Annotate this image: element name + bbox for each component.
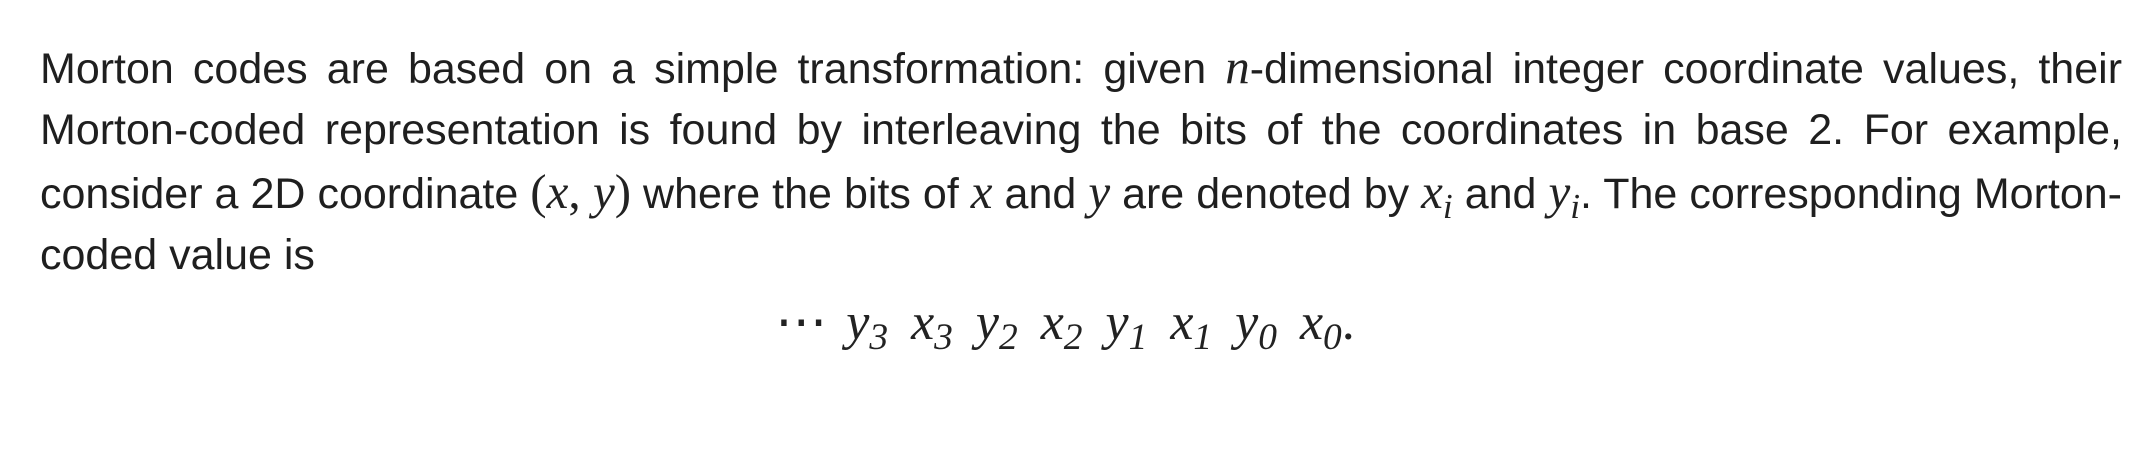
math-base: y bbox=[1235, 294, 1259, 351]
math-subscript: 3 bbox=[934, 317, 953, 359]
math-var-x: x bbox=[970, 164, 993, 219]
math-ellipsis: ⋯ bbox=[775, 294, 828, 351]
math-paren-open: ( bbox=[530, 164, 547, 219]
math-subscript: 1 bbox=[1193, 317, 1213, 359]
text-segment: and bbox=[1452, 170, 1549, 218]
math-base: y bbox=[975, 294, 999, 351]
math-base: x bbox=[1299, 294, 1324, 351]
math-var-x: x bbox=[546, 164, 569, 219]
text-segment: where the bits of bbox=[631, 170, 971, 218]
math-subscript: 2 bbox=[998, 317, 1018, 359]
math-term-x2 bbox=[1040, 294, 1083, 359]
text-segment: and bbox=[992, 170, 1089, 218]
math-var-y-i bbox=[1548, 164, 1581, 226]
math-term-x0 bbox=[1299, 294, 1342, 359]
math-term-y2 bbox=[975, 294, 1018, 359]
math-base: x bbox=[1421, 164, 1443, 219]
math-paren-close: ) bbox=[614, 164, 632, 219]
math-term-y3 bbox=[846, 294, 889, 359]
math-subscript: i bbox=[1570, 186, 1581, 226]
math-term-x3 bbox=[911, 294, 953, 359]
math-var-y: y bbox=[592, 164, 615, 219]
math-base: x bbox=[911, 294, 935, 351]
math-comma: , bbox=[568, 164, 593, 219]
math-period: . bbox=[1341, 294, 1355, 351]
text-segment: Morton codes are based on a simple transformation: given bbox=[40, 45, 1226, 93]
math-subscript: 2 bbox=[1063, 317, 1083, 359]
text-segment: . The corresponding Morton-coded value is bbox=[40, 170, 2123, 279]
math-subscript: 3 bbox=[869, 317, 889, 359]
document-body bbox=[40, 36, 2122, 286]
math-var-y: y bbox=[1088, 164, 1111, 219]
math-var-n: n bbox=[1225, 39, 1250, 94]
math-var-x-i bbox=[1421, 164, 1453, 226]
text-segment: are denoted by bbox=[1110, 170, 1422, 218]
math-base: x bbox=[1040, 294, 1064, 351]
math-subscript: 1 bbox=[1128, 317, 1148, 359]
math-term-y0 bbox=[1235, 294, 1277, 359]
math-term-y1 bbox=[1105, 294, 1148, 359]
math-subscript: 0 bbox=[1258, 317, 1277, 359]
display-equation bbox=[0, 292, 2130, 359]
math-subscript: 0 bbox=[1323, 317, 1342, 359]
math-base: x bbox=[1170, 294, 1194, 351]
math-subscript: i bbox=[1442, 186, 1453, 226]
math-term-x1 bbox=[1170, 294, 1213, 359]
math-base: y bbox=[1105, 294, 1129, 351]
math-base: y bbox=[1548, 164, 1571, 219]
text-segment: -dimensional integer coordinate values, their Morton-coded representation is found by interleaving the bits of the coordinates in base 2. For example, consider a 2D coordinate bbox=[40, 45, 2123, 218]
paragraph-morton-codes bbox=[40, 36, 2122, 286]
math-base: y bbox=[846, 294, 870, 351]
